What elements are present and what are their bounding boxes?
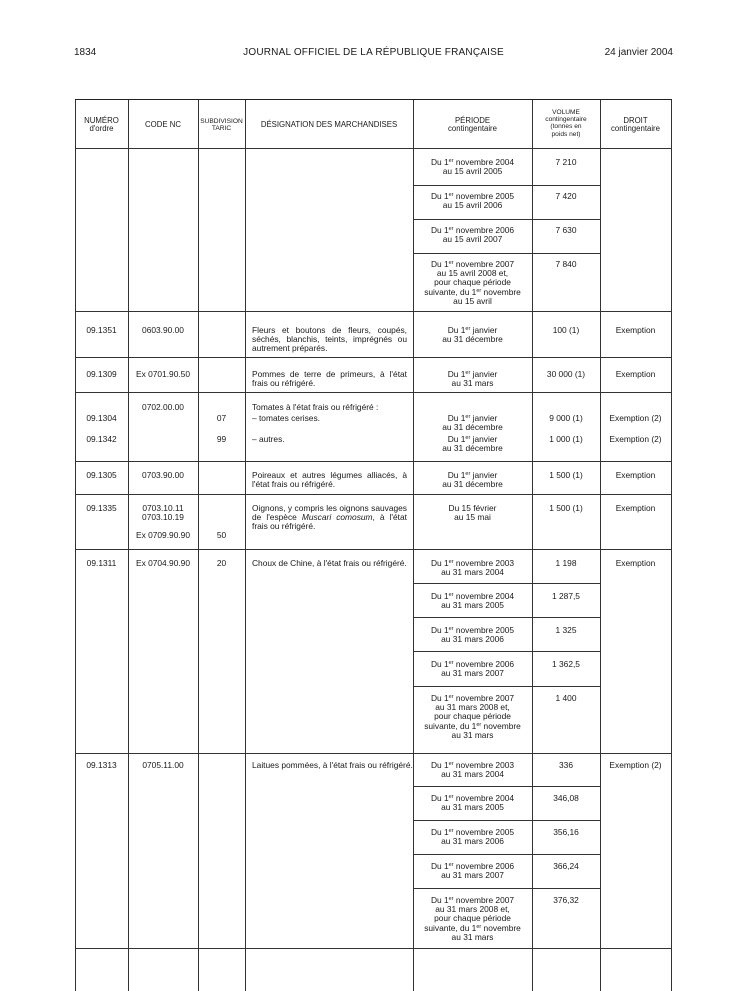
nc-code: 0703.90.00	[142, 470, 184, 480]
period-rule	[413, 583, 600, 584]
row-rule	[75, 461, 672, 462]
volume-cell: 30 000 (1)	[546, 369, 586, 379]
row-rule	[75, 357, 672, 358]
volume-cell: 7 840	[555, 259, 577, 269]
page-number: 1834	[74, 47, 97, 58]
period-cell: Du 1er novembre 2007 au 31 mars 2008 et, pour chaque période suivante, du 1er novembre au 31 mars	[424, 693, 521, 740]
volume-cell: 1 500 (1)	[549, 503, 583, 513]
volume-cell: 1 325	[555, 625, 577, 635]
volume-cell: 7 630	[555, 225, 577, 235]
publication-date: 24 janvier 2004	[604, 47, 673, 58]
period-cell: Du 1er novembre 2004 au 31 mars 2005	[430, 793, 515, 813]
period-cell: Du 1er janvier au 31 décembre	[442, 413, 503, 433]
duty-cell: Exemption (2)	[609, 760, 662, 770]
duty-cell: Exemption	[615, 503, 656, 513]
header-rule	[75, 148, 672, 149]
period-cell: Du 1er novembre 2006 au 31 mars 2007	[430, 659, 515, 679]
col-header-subdivision: SUBDIVISION TARIC	[200, 118, 243, 133]
volume-cell: 1 500 (1)	[549, 470, 583, 480]
goods-description: – tomates cerises.	[252, 413, 320, 423]
duty-cell: Exemption	[615, 470, 656, 480]
period-cell: Du 1er novembre 2007 au 31 mars 2008 et, pour chaque période suivante, du 1er novembre au 31 mars	[424, 895, 521, 942]
volume-cell: 1 287,5	[552, 591, 580, 601]
period-cell: Du 15 février au 15 mai	[448, 503, 497, 523]
volume-cell: 366,24	[553, 861, 579, 871]
period-rule	[413, 686, 600, 687]
period-cell: Du 1er novembre 2006 au 31 mars 2007	[430, 861, 515, 881]
row-rule	[75, 494, 672, 495]
duty-cell: Exemption	[615, 325, 656, 335]
tariff-quota-table	[75, 99, 672, 991]
col-header-numero: NUMÉRO d'ordre	[84, 116, 119, 134]
column-rule	[75, 100, 76, 991]
period-rule	[413, 786, 600, 787]
period-cell: Du 1er novembre 2003 au 31 mars 2004	[430, 760, 515, 780]
goods-description: Fleurs et boutons de fleurs, coupés, séchés, blanchis, teints, imprégnés ou autrement préparés.	[252, 325, 407, 354]
goods-description: Oignons, y compris les oignons sauvages de l'espèce Muscari comosum, à l'état frais ou réfrigéré.	[252, 503, 407, 532]
taric-subdivision: 99	[216, 434, 227, 444]
volume-cell: 1 198	[555, 558, 577, 568]
nc-code: Ex 0701.90.50	[135, 369, 191, 379]
period-cell: Du 1er novembre 2005 au 31 mars 2006	[430, 827, 515, 847]
volume-cell: 100 (1)	[552, 325, 580, 335]
duty-cell: Exemption	[615, 369, 656, 379]
nc-code: 0702.00.00	[142, 402, 184, 412]
taric-subdivision: 20	[216, 558, 227, 568]
column-rule	[128, 100, 129, 991]
page-header	[74, 47, 673, 61]
order-number: 09.1311	[86, 558, 117, 568]
taric-subdivision: 50	[216, 530, 227, 540]
duty-cell: Exemption	[615, 558, 656, 568]
volume-cell: 7 210	[555, 157, 577, 167]
nc-code: Ex 0709.90.90	[135, 530, 191, 540]
volume-cell: 346,08	[553, 793, 579, 803]
order-number: 09.1351	[86, 325, 117, 335]
period-rule	[413, 219, 600, 220]
goods-description: Tomates à l'état frais ou réfrigéré :	[252, 402, 379, 412]
goods-description: – autres.	[252, 434, 285, 444]
duty-cell: Exemption (2)	[609, 413, 662, 423]
order-number: 09.1335	[86, 503, 117, 513]
taric-subdivision: 07	[216, 413, 227, 423]
row-rule	[75, 753, 672, 754]
goods-description: Choux de Chine, à l'état frais ou réfrigéré.	[252, 558, 407, 568]
period-rule	[413, 820, 600, 821]
volume-cell: 356,16	[553, 827, 579, 837]
period-cell: Du 1er novembre 2003 au 31 mars 2004	[430, 558, 515, 578]
column-rule	[245, 100, 246, 991]
order-number: 09.1342	[86, 434, 117, 444]
period-rule	[413, 617, 600, 618]
period-rule	[413, 185, 600, 186]
period-rule	[413, 253, 600, 254]
volume-cell: 1 362,5	[552, 659, 580, 669]
column-rule	[671, 100, 672, 991]
journal-title: JOURNAL OFFICIEL DE LA RÉPUBLIQUE FRANÇAISE	[243, 47, 504, 58]
column-rule	[600, 100, 601, 991]
col-header-designation: DÉSIGNATION DES MARCHANDISES	[260, 120, 398, 129]
column-rule	[198, 100, 199, 991]
volume-cell: 1 400	[555, 693, 577, 703]
period-cell: Du 1er janvier au 31 décembre	[442, 470, 503, 490]
row-rule	[75, 311, 672, 312]
row-rule	[75, 948, 672, 949]
col-header-periode: PÉRIODE contingentaire	[448, 116, 497, 134]
nc-code: 0603.90.00	[142, 325, 184, 335]
volume-cell: 336	[559, 760, 573, 770]
period-cell: Du 1er novembre 2007 au 15 avril 2008 et, pour chaque période suivante, du 1er novembre au 15 avril	[424, 259, 521, 306]
period-cell: Du 1er novembre 2005 au 15 avril 2006	[430, 191, 515, 211]
volume-cell: 1 000 (1)	[549, 434, 583, 444]
volume-cell: 9 000 (1)	[549, 413, 583, 423]
volume-cell: 376,32	[553, 895, 579, 905]
volume-cell: 7 420	[555, 191, 577, 201]
period-rule	[413, 888, 600, 889]
period-cell: Du 1er novembre 2004 au 15 avril 2005	[430, 157, 515, 177]
period-cell: Du 1er novembre 2006 au 15 avril 2007	[430, 225, 515, 245]
order-number: 09.1309	[86, 369, 117, 379]
goods-description: Poireaux et autres légumes alliacés, à l'état frais ou réfrigéré.	[252, 470, 407, 490]
nc-code: 0703.10.11 0703.10.19	[142, 503, 184, 523]
period-cell: Du 1er janvier au 31 décembre	[442, 434, 503, 454]
period-cell: Du 1er janvier au 31 mars	[447, 369, 498, 389]
period-cell: Du 1er novembre 2005 au 31 mars 2006	[430, 625, 515, 645]
nc-code: 0705.11.00	[142, 760, 184, 770]
col-header-volume: VOLUME contingentaire (tonnes en poids net)	[545, 109, 587, 138]
period-cell: Du 1er janvier au 31 décembre	[442, 325, 503, 345]
goods-description: Laitues pommées, à l'état frais ou réfrigéré.	[252, 760, 413, 770]
order-number: 09.1304	[86, 413, 117, 423]
row-rule	[75, 392, 672, 393]
period-rule	[413, 854, 600, 855]
col-header-droit: DROIT contingentaire	[611, 116, 660, 134]
duty-cell: Exemption (2)	[609, 434, 662, 444]
period-cell: Du 1er novembre 2004 au 31 mars 2005	[430, 591, 515, 611]
col-header-code-nc: CODE NC	[145, 120, 181, 129]
row-rule	[75, 549, 672, 550]
nc-code: Ex 0704.90.90	[135, 558, 191, 568]
order-number: 09.1313	[86, 760, 117, 770]
period-rule	[413, 651, 600, 652]
order-number: 09.1305	[86, 470, 117, 480]
goods-description: Pommes de terre de primeurs, à l'état frais ou réfrigéré.	[252, 369, 407, 389]
